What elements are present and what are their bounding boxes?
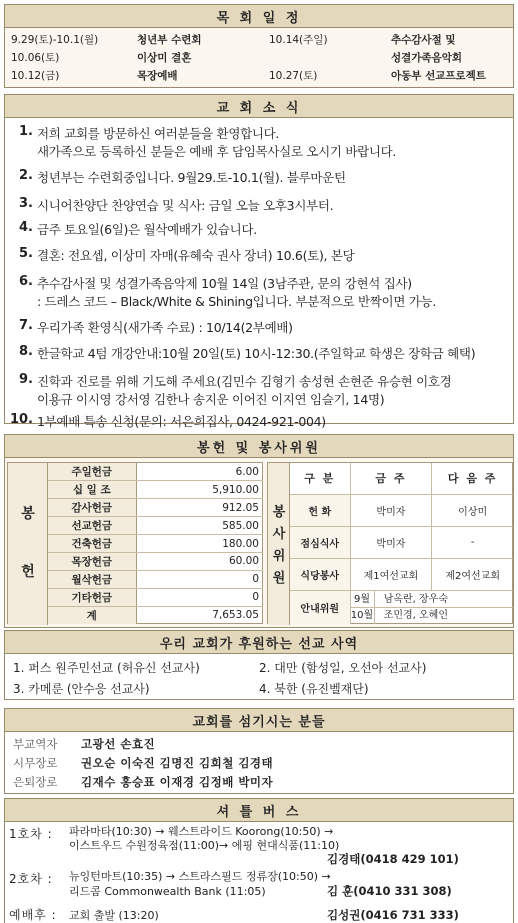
shuttle-section — [4, 798, 514, 923]
news-text: 새가족으로 등록하신 분들은 예배 후 담임목사실로 오시기 바랍니다. — [37, 144, 397, 159]
news-text: 한글학교 4텀 개강안내:10월 20일(토) 10시-12:30.(주일학교 학생은 장학금 혜택) — [37, 346, 476, 361]
schedule-date: 10.06(토) — [11, 52, 60, 64]
schedule-date: 10.14(주일) — [269, 34, 328, 46]
elders-names: 김재수 홍승표 이재경 김정배 박미자 — [81, 775, 274, 789]
shuttle-driver: 김성권(0416 731 333) — [327, 908, 459, 922]
shuttle-car-label: 2호차 : — [9, 872, 53, 886]
mission-item: 3. 카메룬 (안수응 선교사) — [13, 682, 150, 696]
news-text: 이용규 이시영 강서영 김한나 송지운 이어진 이지연 임슬기, 14명) — [37, 392, 385, 407]
service-table-box — [267, 462, 513, 624]
shuttle-route: 이스트우드 수원정육점(11:00)→ 에핑 현대식품(11:10) — [69, 839, 340, 852]
table-row: 점심식사 박미자 - — [290, 526, 513, 558]
table-row: 식당봉사 제1여선교회 제2여선교회 — [290, 558, 513, 590]
elders-names: 권오순 이숙진 김명진 김희철 김경태 — [81, 756, 274, 770]
elders-names: 고광선 손효진 — [81, 737, 156, 751]
table-row: 주일헌금 6.00 — [48, 463, 263, 481]
news-number: 2. — [19, 168, 33, 183]
table-row: 십 일 조 5,910.00 — [48, 481, 263, 499]
news-number: 10. — [9, 412, 33, 427]
offering-table-box — [7, 462, 263, 624]
news-text: 우리가족 환영식(새가족 수료) : 10/14(2부예배) — [37, 320, 293, 335]
missions-panel — [4, 654, 514, 700]
usher-row: 9월 남옥란, 장우숙 — [351, 591, 514, 608]
shuttle-car-label: 1호차 : — [9, 827, 53, 841]
usher-row: 10월 조민경, 오혜인 — [351, 608, 514, 624]
elders-title: 교회를 섬기시는 분들 — [4, 708, 514, 732]
offering-title: 봉헌 및 봉사위원 — [4, 434, 514, 458]
table-row: 기타헌금 0 — [48, 588, 263, 606]
table-row: 감사헌금 912.05 — [48, 499, 263, 517]
shuttle-route: 리드콤 Commonwealth Bank (11:05) — [69, 885, 266, 898]
missions-section — [4, 630, 514, 700]
schedule-event: 추수감사절 및 — [391, 34, 456, 46]
service-table — [290, 463, 513, 624]
elders-label: 은퇴장로 — [13, 775, 58, 789]
news-text: 금주 토요일(6일)은 월삭예배가 있습니다. — [37, 222, 257, 237]
table-row: 안내위원 9월 남옥란, 장우숙 10월 조민경, 오혜인 — [290, 590, 513, 624]
shuttle-title: 셔 틀 버 스 — [4, 798, 514, 822]
news-panel — [4, 118, 514, 429]
news-text: 1부예배 특송 신청(문의: 서은희집사, 0424-921-004) — [37, 414, 326, 429]
offering-section — [4, 434, 514, 628]
service-side-label: 봉 사 위 원 — [268, 463, 290, 625]
schedule-panel — [4, 28, 514, 88]
schedule-date: 10.12(금) — [11, 70, 60, 82]
schedule-section — [4, 4, 514, 88]
table-row: 목장헌금 60.00 — [48, 552, 263, 570]
news-text: 저희 교회를 방문하신 여러분들을 환영합니다. — [37, 126, 280, 141]
schedule-date: 9.29(토)-10.1(월) — [11, 34, 99, 46]
news-number: 5. — [19, 246, 33, 261]
news-number: 6. — [19, 274, 33, 289]
mission-item: 4. 북한 (유진벨재단) — [259, 682, 369, 696]
table-row: 월삭헌금 0 — [48, 570, 263, 588]
shuttle-driver: 김경태(0418 429 101) — [327, 852, 459, 866]
table-row: 건축헌금 180.00 — [48, 535, 263, 553]
shuttle-worship-label: 예배후 : — [9, 908, 57, 922]
schedule-event: 성결가족음악회 — [391, 52, 463, 64]
schedule-event: 아동부 선교프로젝트 — [391, 70, 486, 82]
table-row: 헌 화 박미자 이상미 — [290, 494, 513, 526]
offering-side-label: 봉 헌 — [8, 463, 48, 625]
offering-table — [48, 463, 263, 624]
schedule-event: 청년부 수련회 — [137, 34, 202, 46]
news-number: 8. — [19, 344, 33, 359]
news-text: 추수감사절 및 성결가족음악제 10월 14일 (3남주관, 문의 강현석 집사) — [37, 276, 412, 291]
elders-section — [4, 708, 514, 794]
shuttle-route: 교회 출발 (13:20) — [69, 909, 159, 922]
shuttle-route: 뉴잉턴마트(10:35) → 스트라스필드 정류장(10:50) → — [69, 870, 331, 883]
news-number: 1. — [19, 124, 33, 139]
news-number: 9. — [19, 372, 33, 387]
elders-label: 시무장로 — [13, 756, 58, 770]
news-text: : 드레스 코드 – Black/White & Shining입니다. 부분적으로 반짝이면 가능. — [37, 294, 437, 309]
shuttle-panel — [4, 822, 514, 923]
news-text: 진학과 진로를 위해 기도해 주세요(김민수 김형기 송성현 손현준 유승현 이호경 — [37, 374, 452, 389]
table-header-row: 구 분 금 주 다 음 주 — [290, 463, 513, 494]
mission-item: 2. 대만 (함성일, 오선아 선교사) — [259, 661, 427, 675]
shuttle-route: 파라마타(10:30) → 웨스트라이드 Koorong(10:50) → — [69, 825, 334, 838]
news-number: 7. — [19, 318, 33, 333]
offering-panel — [4, 458, 514, 628]
elders-label: 부교역자 — [13, 737, 58, 751]
schedule-title: 목 회 일 정 — [4, 4, 514, 28]
news-section — [4, 94, 514, 429]
news-text: 시니어찬양단 찬양연습 및 식사: 금일 오늘 오후3시부터. — [37, 198, 334, 213]
schedule-date: 10.27(토) — [269, 70, 318, 82]
news-number: 3. — [19, 196, 33, 211]
elders-panel — [4, 732, 514, 794]
mission-item: 1. 퍼스 원주민선교 (허유신 선교사) — [13, 661, 200, 675]
schedule-event: 이상미 결혼 — [137, 52, 192, 64]
table-row: 선교헌금 585.00 — [48, 517, 263, 535]
news-text: 청년부는 수련회중입니다. 9월29.토-10.1(월). 블루마운틴 — [37, 170, 346, 185]
news-title: 교 회 소 식 — [4, 94, 514, 118]
shuttle-driver: 김 훈(0410 331 308) — [327, 884, 452, 898]
news-number: 4. — [19, 220, 33, 235]
news-text: 결혼: 전요셉, 이상미 자매(유혜숙 권사 장녀) 10.6(토), 본당 — [37, 248, 355, 263]
table-row: 계 7,653.05 — [48, 606, 263, 624]
missions-title: 우리 교회가 후원하는 선교 사역 — [4, 630, 514, 654]
schedule-event: 목장예배 — [137, 70, 178, 82]
